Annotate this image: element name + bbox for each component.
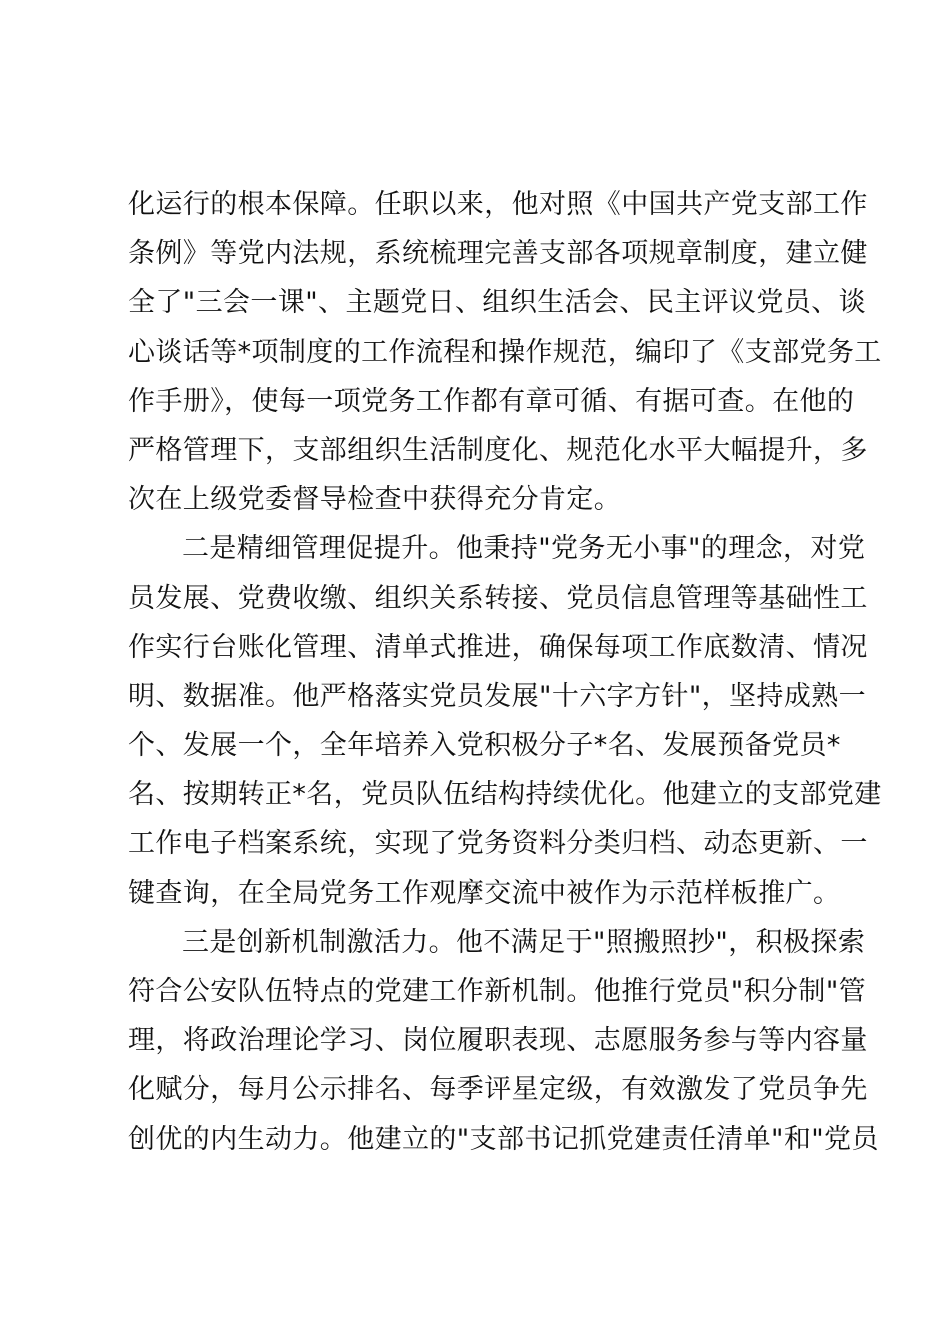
text-line: 个、发展一个，全年培养入党积极分子*名、发展预备党员* (128, 730, 841, 762)
text-line: 创优的内生动力。他建立的"支部书记抓党建责任清单"和"党员 (128, 1123, 879, 1155)
text-line: 次在上级党委督导检查中获得充分肯定。 (128, 484, 622, 516)
text-line: 作实行台账化管理、清单式推进，确保每项工作底数清、情况 (128, 631, 868, 663)
text-line: 化运行的根本保障。任职以来，他对照《中国共产党支部工作 (128, 189, 868, 220)
text-line: 理，将政治理论学习、岗位履职表现、志愿服务参与等内容量 (128, 1025, 868, 1057)
text-line: 名、按期转正*名，党员队伍结构持续优化。他建立的支部党建 (128, 779, 882, 811)
text-line: 严格管理下，支部组织生活制度化、规范化水平大幅提升，多 (128, 434, 868, 466)
text-line: 键查询，在全局党务工作观摩交流中被作为示范样板推广。 (128, 877, 841, 909)
text-line: 工作电子档案系统，实现了党务资料分类归档、动态更新、一 (128, 828, 868, 860)
text-line: 符合公安队伍特点的党建工作新机制。他推行党员"积分制"管 (128, 976, 867, 1007)
text-line: 员发展、党费收缴、组织关系转接、党员信息管理等基础性工 (128, 582, 868, 614)
paragraph-start-line: 二是精细管理促提升。他秉持"党务无小事"的理念，对党 (182, 533, 866, 565)
text-line: 条例》等党内法规，系统梳理完善支部各项规章制度，建立健 (128, 238, 868, 270)
body-text (128, 180, 882, 1164)
text-line: 化赋分，每月公示排名、每季评星定级，有效激发了党员争先 (128, 1074, 868, 1106)
text-line: 明、数据准。他严格落实党员发展"十六字方针"，坚持成熟一 (128, 680, 867, 712)
text-line: 作手册》，使每一项党务工作都有章可循、有据可查。在他的 (128, 385, 855, 417)
text-line: 心谈话等*项制度的工作流程和操作规范，编印了《支部党务工 (128, 336, 882, 368)
paragraph-start-line: 三是创新机制激活力。他不满足于"照搬照抄"，积极探索 (182, 926, 866, 958)
text-line: 全了"三会一课"、主题党日、组织生活会、民主评议党员、谈 (128, 287, 867, 319)
